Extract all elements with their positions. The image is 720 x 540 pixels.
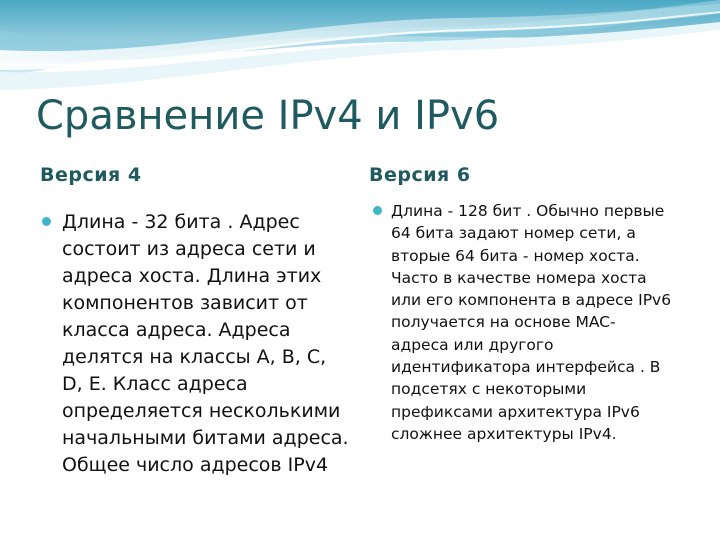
right-column-body [372, 200, 672, 445]
left-bullet-text: Длина - 32 бита . Адрес состоит из адреса сети и адреса хоста. Длина этих компонентов зависит от класса адреса. Адреса делятся на классы A, B, C, D, E. Класс адреса определяется несколькими начальными битами адреса. Общее число адресов IPv4 [62, 211, 349, 476]
slide-title: Сравнение IPv4 и IPv6 [36, 93, 500, 139]
right-column-heading: Версия 6 [369, 164, 471, 186]
bullet-icon [42, 217, 51, 226]
left-column-body [40, 209, 350, 540]
right-bullet-text: Длина - 128 бит . Обычно первые 64 бита задают номер сети, а вторые 64 бита - номер хоста. Часто в качестве номера хоста или его компонента в адресе IPv6 получается на основе MAC-адреса или другого идентификатора интерфейса . В подсетях с некоторыми префиксами архитектура IPv6 сложнее архитектуры IPv4. [391, 202, 672, 443]
left-column-heading: Версия 4 [40, 164, 142, 186]
bullet-icon [373, 206, 382, 215]
decorative-wave-banner [0, 0, 720, 90]
